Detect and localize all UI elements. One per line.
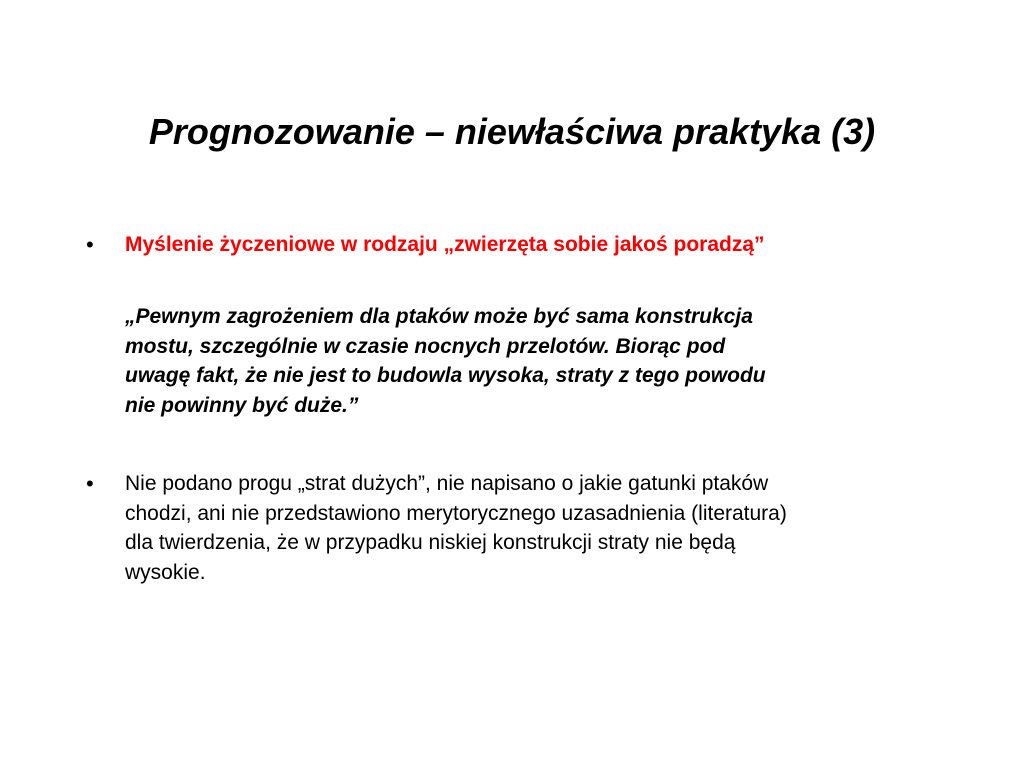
critique-line: wysokie. <box>125 560 206 584</box>
critique-line: chodzi, ani nie przedstawiono merytorycznego uzasadnienia (literatura) <box>125 501 787 525</box>
quote-line: uwagę fakt, że nie jest to budowla wysoka, straty z tego powodu <box>125 364 766 387</box>
bullet-critique-text <box>125 469 787 587</box>
critique-line: Nie podano progu „strat dużych”, nie napisano o jakie gatunki ptaków <box>125 472 769 495</box>
quoted-statement <box>125 302 766 420</box>
bullet-marker-2: • <box>86 471 94 496</box>
bullet-heading-wishful-thinking: Myślenie życzeniowe w rodzaju „zwierzęta sobie jakoś poradzą” <box>125 233 765 256</box>
critique-line: dla twierdzenia, że w przypadku niskiej konstrukcji straty nie będą <box>125 531 736 554</box>
quote-line: „Pewnym zagrożeniem dla ptaków może być sama konstrukcja <box>125 305 753 328</box>
slide-title: Prognozowanie – niewłaściwa praktyka (3) <box>148 111 876 152</box>
bullet-marker-1: • <box>86 232 94 257</box>
quote-line: mostu, szczególnie w czasie nocnych przelotów. Biorąc pod <box>125 334 726 358</box>
quote-line: nie powinny być duże.” <box>125 393 359 417</box>
